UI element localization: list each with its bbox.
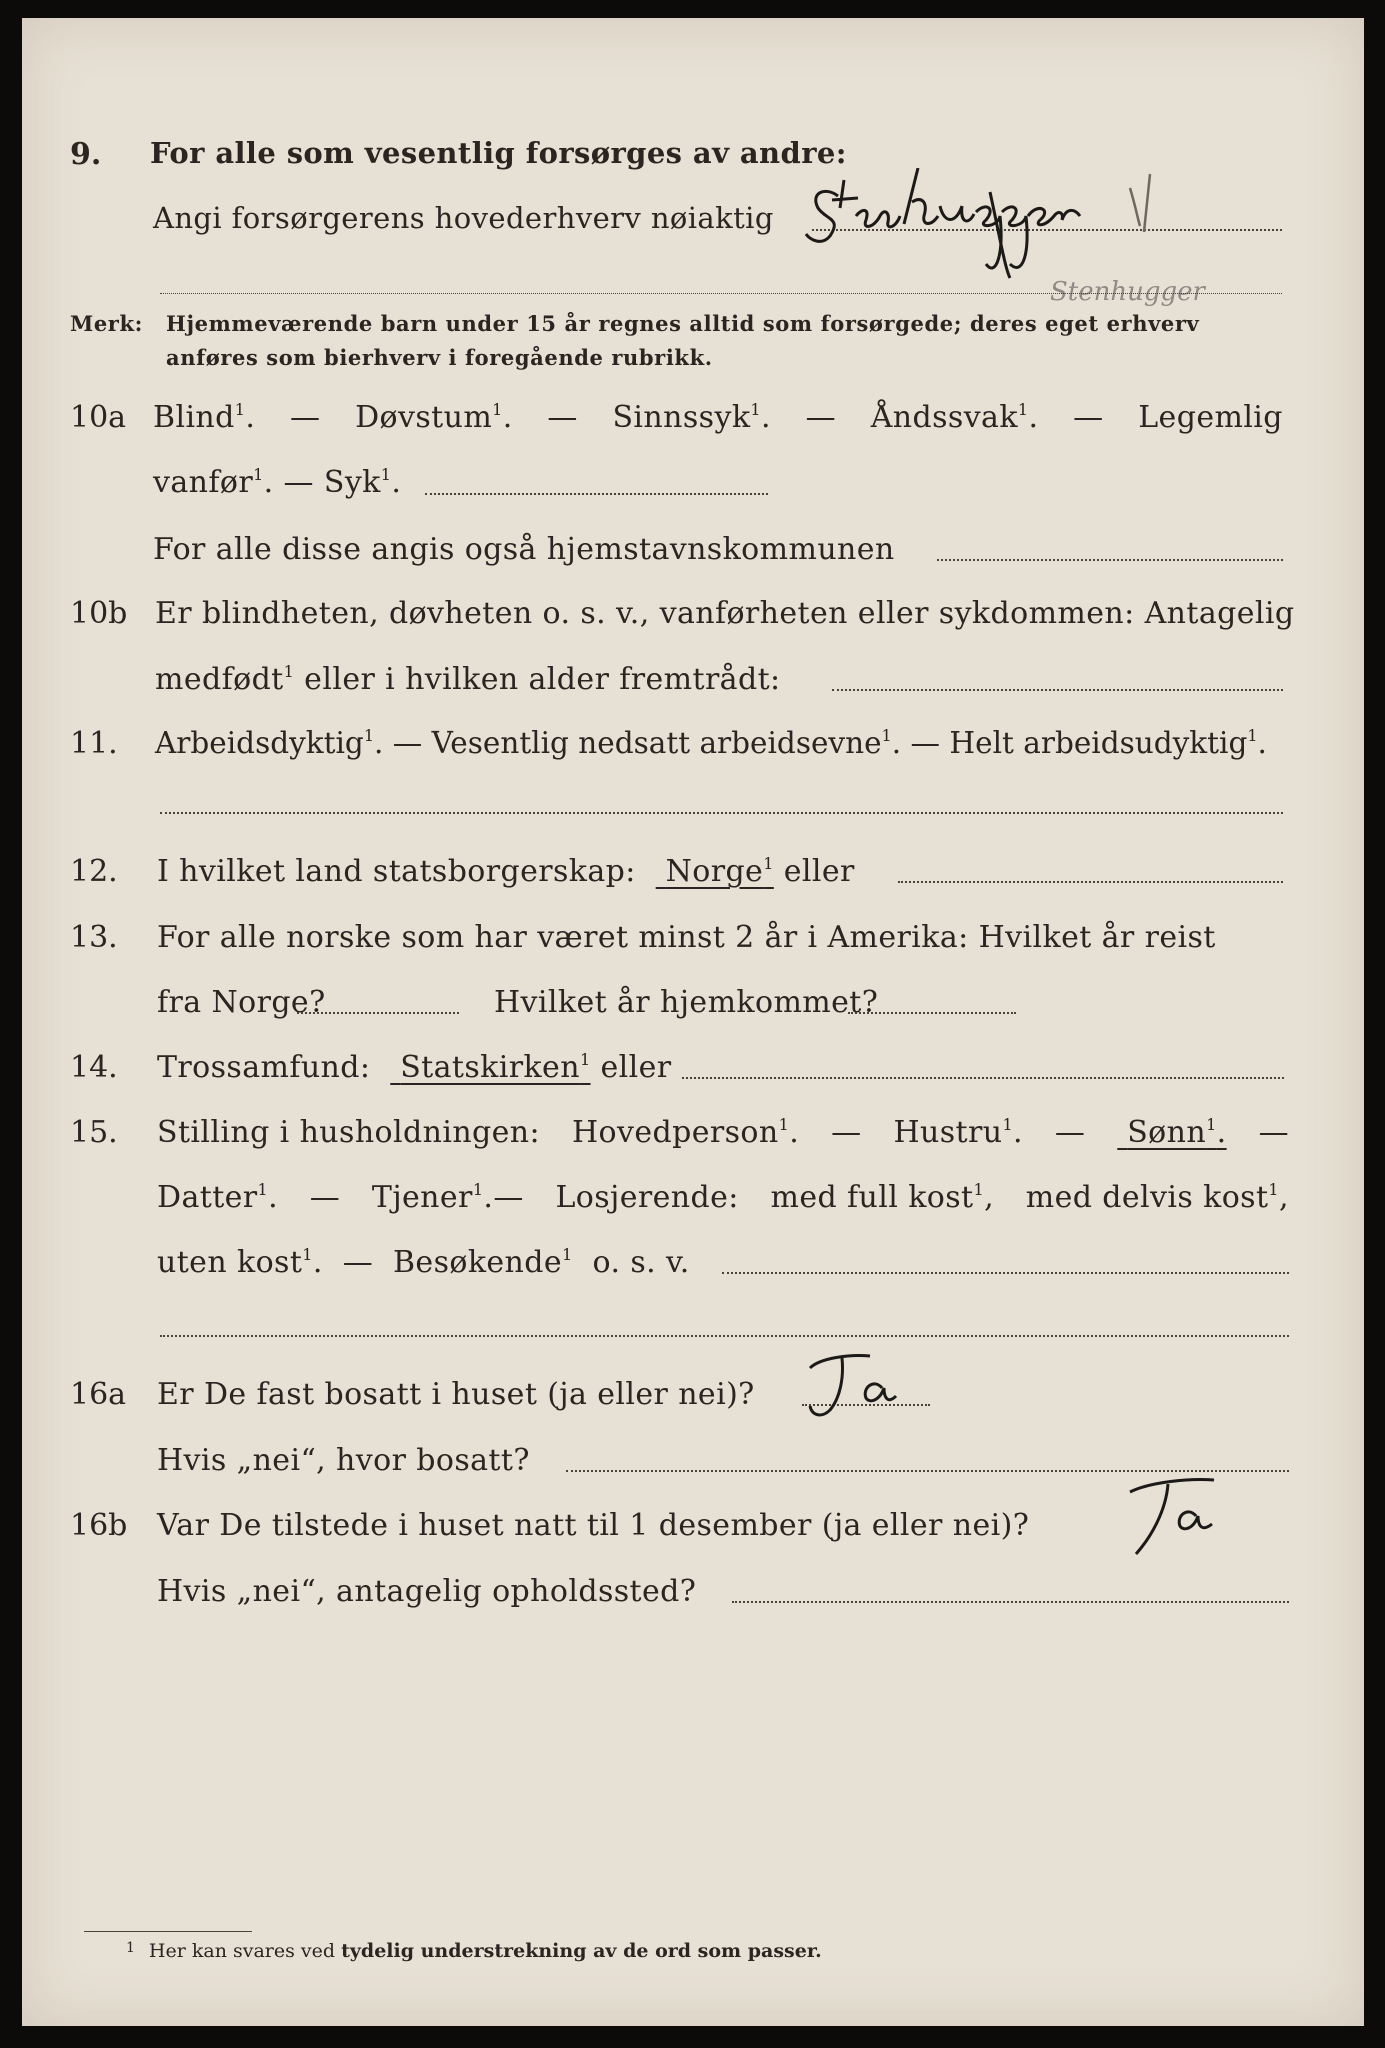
q10a-dovstum-text: Døvstum <box>355 400 493 435</box>
q10a-sinnssyk-text: Sinnssyk <box>612 400 751 435</box>
q13-hjem: Hvilket år hjemkommet? <box>494 985 879 1020</box>
q16b-answer: Ja <box>1090 1470 1091 1471</box>
q15-full-kost: med full kost$^1$, <box>770 1180 995 1215</box>
q10b-line2-rest: eller i hvilken alder fremtrådt: <box>304 662 781 697</box>
dot: . <box>312 1245 323 1280</box>
q14-number: 14. <box>70 1050 118 1085</box>
footnote-mark: 1 <box>763 854 774 873</box>
footnote-mark: 1 <box>283 662 295 681</box>
q11-udyktig: Helt arbeidsudyktig <box>949 726 1248 760</box>
q9-number: 9. <box>70 137 102 172</box>
footnote-mark: 1 <box>1206 1115 1217 1134</box>
q12-number: 12. <box>70 854 118 889</box>
footnote-mark: 1 <box>1247 726 1258 745</box>
q10a-syk: Syk <box>323 465 381 500</box>
q10a-line3: For alle disse angis også hjemstavnskommunen <box>153 532 895 567</box>
q16a-line1: Er De fast bosatt i huset (ja eller nei)? <box>157 1377 755 1412</box>
q15-extra-line <box>160 1335 1289 1337</box>
dot: . <box>789 1115 800 1150</box>
merk-label: Merk: <box>70 311 143 336</box>
q14-statskirken: Statskirken <box>400 1050 580 1085</box>
q12-text: I hvilket land statsborgerskap: <box>157 854 636 889</box>
q10a-blind-text: Blind <box>153 400 235 435</box>
footnote-mark: 1 <box>1017 400 1029 419</box>
q15-line3 <box>157 1245 690 1280</box>
q9-line2 <box>153 201 774 235</box>
q15-tjener-text: Tjener <box>371 1180 473 1215</box>
q16a-line2: Hvis „nei“, hvor bosatt? <box>157 1443 530 1478</box>
dot: . <box>391 465 402 500</box>
dot: . <box>483 1180 494 1215</box>
q12-eller: eller <box>783 854 855 889</box>
q16b-line2: Hvis „nei“, antagelig opholdssted? <box>157 1574 697 1609</box>
q15-line1 <box>157 1115 1289 1150</box>
footnote-normal: Her kan svares ved <box>148 1940 336 1962</box>
merk-line2: anføres som bierhverv i foregående rubrikk. <box>166 345 713 370</box>
dot: . <box>263 465 274 500</box>
footnote-mark: 1 <box>492 400 503 419</box>
dash: — <box>547 400 578 435</box>
q11-number: 11. <box>70 726 118 761</box>
footnote-mark: 1 <box>253 465 264 484</box>
footnote-mark: 1 <box>881 726 892 745</box>
q15-hustru <box>893 1115 1023 1150</box>
dash: — <box>342 1245 374 1280</box>
q9-annotation: Stenhugger <box>1050 277 1205 307</box>
footnote-mark: 1 <box>234 400 246 419</box>
q15-answer-line <box>722 1272 1289 1274</box>
footnote-mark: 1 <box>973 1180 985 1199</box>
q10b-number: 10b <box>70 596 128 631</box>
q14-eller: eller <box>600 1050 672 1085</box>
q11-line1 <box>155 726 1267 760</box>
dash: — <box>910 726 941 760</box>
q15-datter <box>157 1180 278 1215</box>
footnote-mark: 1 <box>380 465 392 484</box>
q15-number: 15. <box>70 1115 118 1150</box>
footnote-mark: 1 <box>750 400 761 419</box>
dash: — <box>831 1115 862 1150</box>
footnote-mark: 1 <box>1268 1180 1280 1199</box>
q14-answer-line <box>682 1077 1284 1079</box>
q10b-medfodt: medfødt <box>155 662 284 697</box>
q10a-andssvak <box>871 400 1039 435</box>
dot: . <box>268 1180 279 1215</box>
dash: — <box>309 1180 341 1215</box>
dot: . <box>245 400 256 435</box>
q12-norge: Norge <box>665 854 764 889</box>
footnote <box>126 1940 822 1962</box>
q14-text: Trossamfund: <box>157 1050 371 1085</box>
footnote-mark: 1 <box>778 1115 790 1134</box>
dot: . <box>1028 400 1039 435</box>
q10a-kommune-line <box>937 559 1283 561</box>
q10a-line2 <box>153 465 401 500</box>
dash: — <box>283 465 314 500</box>
dash: — <box>1258 1115 1289 1150</box>
q12-norge-underlined <box>656 854 774 889</box>
q12-line <box>157 854 855 889</box>
footnote-mark: 1 <box>126 1940 135 1956</box>
q11-arbeidsdyktig: Arbeidsdyktig <box>155 726 364 760</box>
q10b-answer-line <box>832 689 1283 691</box>
q16a-number: 16a <box>70 1377 127 1412</box>
dash: — <box>1054 1115 1086 1150</box>
dash: — <box>392 726 423 760</box>
q10a-number: 10a <box>70 400 127 435</box>
footnote-mark: 1 <box>363 726 374 745</box>
dot: . <box>1257 726 1267 760</box>
q14-line <box>157 1050 672 1085</box>
q15-sonn-underlined <box>1117 1115 1226 1150</box>
q15-intro: Stilling i husholdningen: <box>157 1115 541 1150</box>
q10a-sinnssyk <box>612 400 770 435</box>
q15-besokende: Besøkende <box>392 1245 563 1280</box>
dash: — <box>493 1180 524 1215</box>
footnote-mark: 1 <box>472 1180 484 1199</box>
q9-line2-text: Angi forsørgerens hovederhverv nøiaktig <box>153 201 774 235</box>
q9-line1: For alle som vesentlig forsørges av andre: <box>150 136 847 170</box>
footnote-bold: tydelig understrekning av de ord som passer. <box>341 1940 822 1962</box>
q15-hovedperson <box>572 1115 799 1150</box>
q15-hustru-text: Hustru <box>893 1115 1003 1150</box>
footnote-mark: 1 <box>1002 1115 1014 1134</box>
q10a-syk-line <box>425 493 768 495</box>
q15-uten-kost: uten kost <box>157 1245 303 1280</box>
dash: — <box>805 400 837 435</box>
q11-answer-line <box>160 812 1283 814</box>
q10a-andssvak-text: Åndssvak <box>870 400 1018 435</box>
q14-statskirken-underlined <box>390 1050 590 1085</box>
q16b-line1: Var De tilstede i huset natt til 1 desember (ja eller nei)? <box>157 1508 1030 1543</box>
q13-number: 13. <box>70 920 118 955</box>
q15-delvis-kost: med delvis kost$^1$, <box>1025 1180 1289 1215</box>
q15-osv: o. s. v. <box>592 1245 690 1280</box>
q15-datter-text: Datter <box>157 1180 258 1215</box>
q9-handwritten-answer <box>800 168 1290 308</box>
q10b-line1: Er blindheten, døvheten o. s. v., vanførheten eller sykdommen: Antagelig <box>155 596 1295 631</box>
q11-nedsatt: Vesentlig nedsatt arbeidsevne <box>431 726 882 760</box>
dot: . <box>374 726 384 760</box>
q15-line2 <box>157 1180 1289 1215</box>
q10b-line2 <box>155 662 781 697</box>
dot: . <box>761 400 771 435</box>
footnote-mark: 1 <box>579 1050 591 1069</box>
q10a-vanfor: vanfør <box>153 465 254 500</box>
q15-tjener <box>372 1180 524 1215</box>
footnote-mark: 1 <box>257 1180 269 1199</box>
q16a-answer: Ja <box>790 1348 791 1349</box>
q10a-line1 <box>153 400 1283 435</box>
q10a-dovstum <box>355 400 513 435</box>
footnote-mark: 1 <box>302 1245 313 1264</box>
q16a-handwritten-answer <box>790 1348 940 1428</box>
dash: — <box>289 400 321 435</box>
footnote-mark: 1 <box>562 1245 573 1264</box>
q15-losjerende: Losjerende: <box>555 1180 739 1215</box>
q13-line1: For alle norske som har været minst 2 år i Amerika: Hvilket år reist <box>157 920 1216 955</box>
dot: . <box>502 400 513 435</box>
q16b-handwritten-answer <box>1090 1470 1240 1570</box>
q9-extra-line <box>160 293 1282 294</box>
q13-fra: fra Norge? <box>157 985 326 1020</box>
q12-answer-line <box>898 881 1283 883</box>
q15-full-kost-text: med full kost <box>770 1180 974 1215</box>
dot: . <box>1013 1115 1023 1150</box>
q13-reist-line <box>297 1012 459 1014</box>
q15-sonn: Sønn <box>1127 1115 1207 1150</box>
merk-line1: Hjemmeværende barn under 15 år regnes alltid som forsørgede; deres eget erhverv <box>166 311 1200 336</box>
dash: — <box>1073 400 1104 435</box>
dot: . <box>891 726 902 760</box>
q16b-number: 16b <box>70 1508 128 1543</box>
q15-hovedperson-text: Hovedperson <box>571 1115 779 1150</box>
q10a-legemlig: Legemlig <box>1138 400 1283 435</box>
q13-hjem-line <box>848 1012 1016 1014</box>
q15-delvis-kost-text: med delvis kost <box>1025 1180 1269 1215</box>
footnote-rule <box>84 1931 252 1932</box>
q16b-opholdssted-line <box>732 1601 1289 1603</box>
dot: . <box>1216 1115 1227 1150</box>
q10a-blind <box>153 400 255 435</box>
